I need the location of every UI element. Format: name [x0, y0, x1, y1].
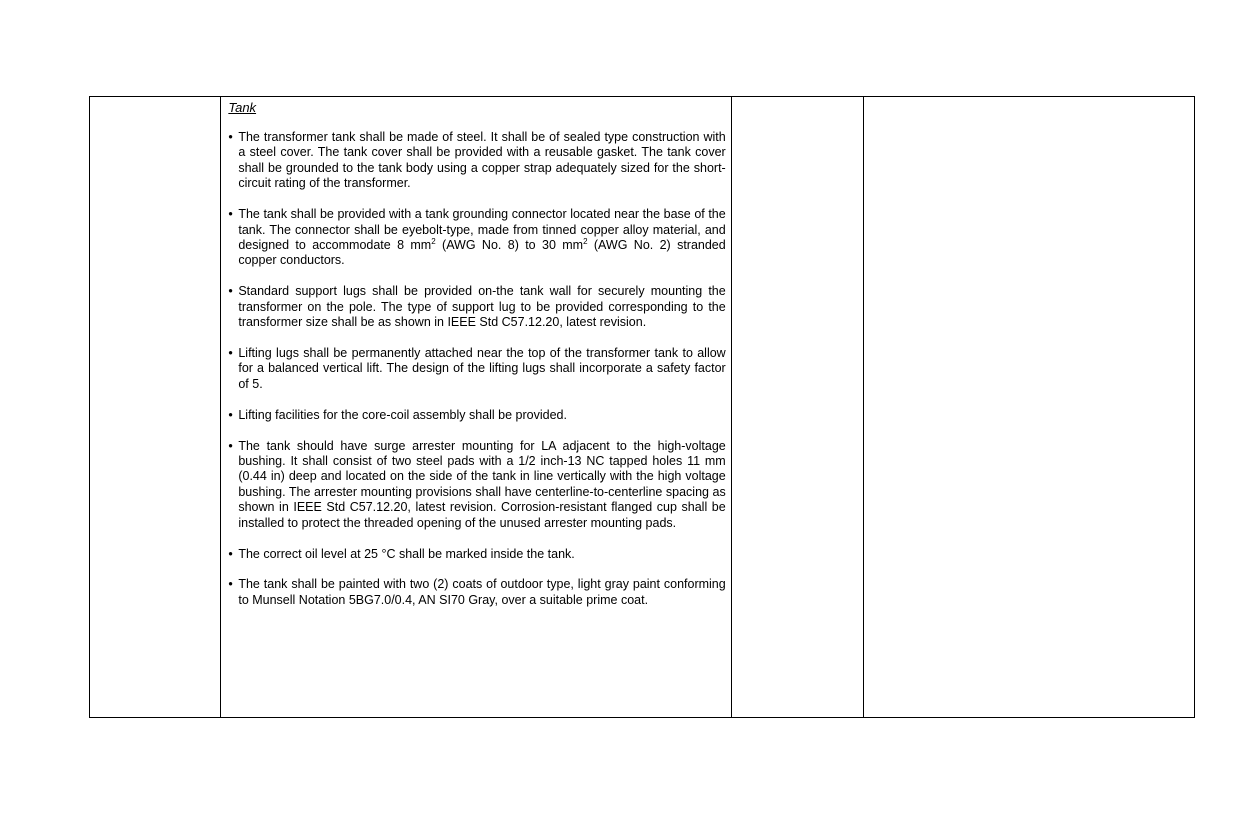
- list-item-text: The tank should have surge arrester mounting for LA adjacent to the high-voltage bushing. It shall consist of two steel pads with a 1/2 inch-13 NC tapped holes 11 mm (0.44 in) deep and located on the side of the tank in line vertically with the high voltage bushing. The arrester mounting provisions shall have centerline-to-centerline spacing as shown in IEEE Std C57.12.20, latest revision. Corrosion-resistant flanged cup shall be installed to protect the threaded opening of the unused arrester mounting pads.: [238, 438, 726, 530]
- bullet-icon: •: [228, 345, 233, 360]
- list-item: [228, 439, 725, 531]
- specification-table: [89, 96, 1195, 718]
- list-item: [228, 408, 725, 423]
- list-item: [228, 547, 725, 562]
- list-item: [228, 577, 725, 608]
- specification-cell: [221, 97, 731, 718]
- superscript: 2: [583, 236, 588, 246]
- section-heading: Tank: [228, 100, 257, 115]
- list-item: [228, 130, 725, 192]
- table-row: [90, 97, 1195, 718]
- list-item-text: The correct oil level at 25 °C shall be marked inside the tank.: [238, 546, 575, 561]
- bullet-icon: •: [228, 130, 233, 144]
- list-item: [228, 284, 725, 330]
- list-item-text: The tank shall be painted with two (2) coats of outdoor type, light gray paint conforming to Munsell Notation 5BG7.0/0.4, AN SI70 Gray, over a suitable prime coat.: [238, 577, 726, 607]
- list-item-text: The transformer tank shall be made of steel. It shall be of sealed type construction with a steel cover. The tank cover shall be provided with a reusable gasket. The tank cover shall be grounded to the tank body using a copper strap adequately sized for the short-circuit rating of the transformer.: [238, 130, 726, 191]
- remarks-cell: [864, 97, 1195, 718]
- list-item-text: Standard support lugs shall be provided on-the tank wall for securely mounting the transformer on the pole. The type of support lug to be provided corresponding to the transformer size shall be as shown in IEEE Std C57.12.20, latest revision.: [238, 284, 726, 330]
- list-item-text: (AWG No. 8) to 30 mm: [435, 237, 584, 252]
- bullet-icon: •: [228, 577, 233, 592]
- bullet-icon: •: [228, 407, 233, 422]
- list-item: [228, 346, 725, 392]
- list-item-text: Lifting lugs shall be permanently attached near the top of the transformer tank to allow for a balanced vertical lift. The design of the lifting lugs shall incorporate a safety factor of 5.: [238, 345, 726, 391]
- bullet-icon: •: [228, 546, 233, 561]
- bullet-icon: •: [228, 207, 233, 222]
- bullet-icon: •: [228, 284, 233, 299]
- list-item-text: (AWG No. 2) stranded copper conductors.: [238, 237, 726, 268]
- superscript: 2: [431, 236, 436, 246]
- list-item-text: Lifting facilities for the core-coil assembly shall be provided.: [238, 407, 567, 422]
- list-item: [228, 207, 725, 269]
- list-item-text: The tank shall be provided with a tank grounding connector located near the base of the tank. The connector shall be eyebolt-type, made from tinned copper alloy material, and designed to accommodate 8 mm: [238, 207, 726, 252]
- bullet-list: [228, 130, 725, 608]
- bullet-icon: •: [228, 438, 233, 453]
- compliance-cell: [731, 97, 863, 718]
- item-number-cell: [90, 97, 221, 718]
